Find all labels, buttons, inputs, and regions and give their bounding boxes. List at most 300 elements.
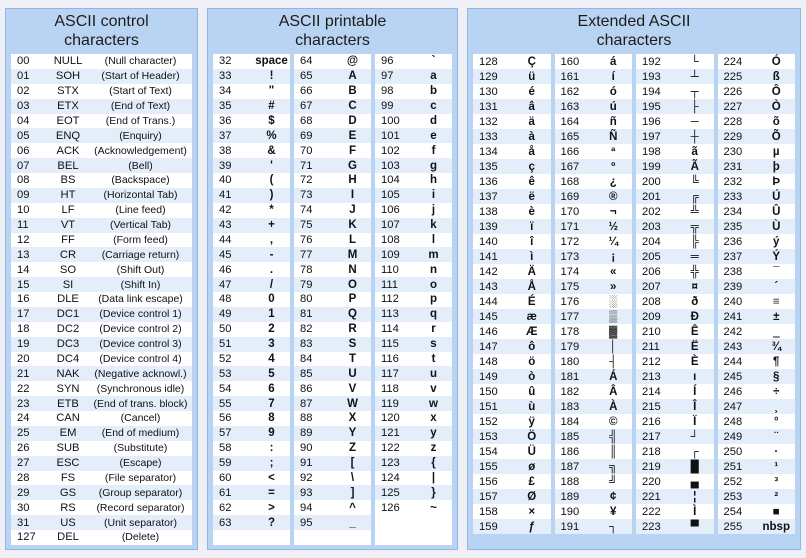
table-row bbox=[718, 489, 796, 504]
char-code: 142 bbox=[479, 265, 498, 278]
char-glyph: ‗ bbox=[773, 325, 780, 338]
char-glyph: k bbox=[430, 219, 437, 232]
printable-panel-title: ASCII printable characters bbox=[278, 13, 387, 49]
char-code: 94 bbox=[300, 501, 313, 514]
char-glyph: ] bbox=[350, 486, 355, 499]
table-row bbox=[294, 158, 371, 173]
char-code: 252 bbox=[723, 475, 743, 488]
char-code: 228 bbox=[723, 115, 743, 128]
char-code: 248 bbox=[723, 415, 743, 428]
char-code: 10 bbox=[17, 204, 30, 217]
char-code: 115 bbox=[381, 338, 399, 351]
table-row bbox=[718, 474, 796, 489]
table-row bbox=[11, 426, 192, 441]
char-glyph: ç bbox=[528, 160, 535, 173]
table-row bbox=[11, 84, 192, 99]
table-row bbox=[11, 143, 192, 158]
table-row bbox=[718, 369, 796, 384]
table-row bbox=[213, 337, 290, 352]
table-row bbox=[636, 279, 714, 294]
table-row bbox=[718, 159, 796, 174]
table-row bbox=[11, 441, 192, 456]
table-row bbox=[213, 262, 290, 277]
table-row bbox=[473, 99, 551, 114]
table-row bbox=[213, 381, 290, 396]
table-row bbox=[718, 114, 796, 129]
char-code: 211 bbox=[642, 340, 660, 353]
table-row bbox=[375, 84, 452, 99]
char-glyph: Ä bbox=[527, 265, 536, 278]
control-characters-panel bbox=[5, 8, 198, 550]
char-code: 233 bbox=[723, 190, 743, 203]
char-glyph: ¨ bbox=[774, 430, 779, 443]
char-code: 183 bbox=[560, 400, 580, 413]
table-row bbox=[636, 459, 714, 474]
table-row bbox=[375, 54, 452, 69]
char-abbreviation: SO bbox=[59, 263, 77, 276]
char-abbreviation: CAN bbox=[56, 412, 80, 425]
char-code: 91 bbox=[300, 457, 313, 470]
char-glyph: 8 bbox=[268, 412, 275, 425]
char-glyph: È bbox=[690, 355, 699, 368]
char-code: 52 bbox=[219, 352, 232, 365]
table-row bbox=[636, 429, 714, 444]
char-glyph: Æ bbox=[526, 325, 538, 338]
char-glyph: ┐ bbox=[609, 520, 618, 533]
char-glyph: Ø bbox=[527, 490, 537, 503]
char-code: 175 bbox=[560, 280, 580, 293]
char-abbreviation: RS bbox=[60, 501, 76, 514]
char-code: 64 bbox=[300, 55, 313, 68]
table-row bbox=[473, 144, 551, 159]
char-code: 42 bbox=[219, 204, 232, 217]
char-abbreviation: LF bbox=[61, 204, 75, 217]
char-code: 153 bbox=[479, 430, 498, 443]
char-code: 209 bbox=[642, 310, 661, 323]
char-glyph: Å bbox=[527, 280, 536, 293]
table-row bbox=[555, 114, 633, 129]
table-row bbox=[473, 54, 551, 69]
char-abbreviation: SYN bbox=[56, 382, 80, 395]
char-code: 171 bbox=[560, 220, 580, 233]
char-code: 81 bbox=[300, 308, 313, 321]
char-glyph: Î bbox=[693, 400, 697, 413]
char-glyph: ù bbox=[528, 400, 536, 413]
table-row bbox=[11, 500, 192, 515]
table-row bbox=[375, 441, 452, 456]
char-code: 74 bbox=[300, 204, 313, 217]
table-row bbox=[473, 309, 551, 324]
char-abbreviation: DC1 bbox=[56, 308, 80, 321]
table-row bbox=[11, 381, 192, 396]
char-code: 33 bbox=[219, 70, 232, 83]
char-code: 30 bbox=[17, 501, 30, 514]
char-glyph: > bbox=[268, 501, 275, 514]
char-glyph: ® bbox=[609, 190, 618, 203]
table-row bbox=[213, 128, 290, 143]
table-row bbox=[375, 292, 452, 307]
char-description: (Device control 4) bbox=[99, 352, 182, 365]
table-row bbox=[555, 459, 633, 474]
char-code: 51 bbox=[219, 338, 232, 351]
char-code: 138 bbox=[479, 205, 498, 218]
table-row bbox=[213, 99, 290, 114]
char-description: (Vertical Tab) bbox=[109, 219, 172, 232]
table-row bbox=[555, 309, 633, 324]
table-row bbox=[213, 277, 290, 292]
table-row bbox=[555, 474, 633, 489]
table-row bbox=[718, 339, 796, 354]
char-code: 61 bbox=[219, 486, 232, 499]
char-glyph: e bbox=[430, 129, 437, 142]
char-glyph: ▄ bbox=[690, 475, 699, 488]
table-row bbox=[473, 174, 551, 189]
char-code: 129 bbox=[479, 70, 498, 83]
char-code: 49 bbox=[219, 308, 232, 321]
char-code: 46 bbox=[219, 263, 232, 276]
table-row bbox=[473, 264, 551, 279]
char-glyph: ³ bbox=[774, 475, 779, 488]
table-row bbox=[294, 396, 371, 411]
char-code: 200 bbox=[642, 175, 661, 188]
char-glyph: ¿ bbox=[609, 175, 617, 188]
char-glyph: i bbox=[431, 189, 436, 202]
char-glyph: í bbox=[611, 70, 615, 83]
char-glyph: ╠ bbox=[690, 235, 699, 248]
table-row bbox=[636, 414, 714, 429]
char-abbreviation: US bbox=[60, 516, 76, 529]
char-glyph: è bbox=[528, 205, 535, 218]
char-code: 26 bbox=[17, 442, 30, 455]
char-glyph: 4 bbox=[268, 352, 275, 365]
char-glyph: j bbox=[431, 204, 436, 217]
table-row bbox=[294, 233, 371, 248]
char-abbreviation: DC2 bbox=[56, 323, 80, 336]
char-code: 225 bbox=[723, 70, 743, 83]
char-code: 158 bbox=[479, 505, 498, 518]
char-code: 82 bbox=[300, 323, 313, 336]
char-code: 181 bbox=[560, 370, 580, 383]
char-glyph: ê bbox=[528, 175, 535, 188]
char-glyph: ╚ bbox=[690, 175, 699, 188]
char-description: (End of trans. block) bbox=[93, 397, 188, 410]
char-glyph: ¢ bbox=[610, 490, 617, 503]
char-code: 107 bbox=[381, 219, 400, 232]
table-row bbox=[213, 188, 290, 203]
char-code: 127 bbox=[17, 531, 36, 544]
char-glyph: C bbox=[348, 100, 357, 113]
char-code: 16 bbox=[17, 293, 30, 306]
char-glyph: " bbox=[268, 85, 275, 98]
char-glyph: Ô bbox=[771, 85, 781, 98]
table-row bbox=[636, 504, 714, 519]
char-code: 59 bbox=[219, 457, 232, 470]
char-code: 34 bbox=[219, 85, 232, 98]
table-row bbox=[473, 414, 551, 429]
table-row bbox=[555, 69, 633, 84]
char-glyph: ß bbox=[772, 70, 780, 83]
table-row bbox=[375, 471, 452, 486]
char-code: 57 bbox=[219, 427, 232, 440]
char-glyph: D bbox=[348, 114, 357, 127]
char-code: 68 bbox=[300, 114, 313, 127]
table-row bbox=[718, 264, 796, 279]
char-description: (Start of Text) bbox=[109, 85, 172, 98]
char-code: 184 bbox=[560, 415, 580, 428]
char-glyph: ~ bbox=[430, 501, 437, 514]
char-code: 191 bbox=[560, 520, 580, 533]
char-abbreviation: ESC bbox=[56, 457, 80, 470]
table-row bbox=[294, 84, 371, 99]
table-row bbox=[11, 99, 192, 114]
char-code: 23 bbox=[17, 397, 30, 410]
table-row bbox=[555, 294, 633, 309]
char-code: 222 bbox=[642, 505, 661, 518]
char-code: 76 bbox=[300, 233, 313, 246]
table-row bbox=[213, 485, 290, 500]
char-code: 14 bbox=[17, 263, 30, 276]
char-abbreviation: SI bbox=[62, 278, 74, 291]
char-code: 163 bbox=[560, 100, 580, 113]
table-row bbox=[213, 322, 290, 337]
char-code: 09 bbox=[17, 189, 30, 202]
char-glyph: ¥ bbox=[610, 505, 617, 518]
char-code: 95 bbox=[300, 516, 313, 529]
char-glyph: u bbox=[429, 367, 438, 380]
char-glyph: Ã bbox=[690, 160, 699, 173]
table-row bbox=[718, 444, 796, 459]
char-code: 189 bbox=[560, 490, 580, 503]
empty-row bbox=[294, 530, 371, 545]
char-code: 168 bbox=[560, 175, 580, 188]
table-row bbox=[718, 294, 796, 309]
table-row bbox=[375, 500, 452, 515]
char-code: 117 bbox=[381, 367, 399, 380]
char-glyph: X bbox=[348, 412, 357, 425]
table-row bbox=[473, 459, 551, 474]
table-row bbox=[213, 500, 290, 515]
char-code: 36 bbox=[219, 114, 232, 127]
table-row bbox=[375, 247, 452, 262]
table-row bbox=[473, 444, 551, 459]
table-row bbox=[473, 429, 551, 444]
char-code: 37 bbox=[219, 129, 232, 142]
char-glyph: J bbox=[349, 204, 356, 217]
char-code: 90 bbox=[300, 442, 313, 455]
char-glyph: É bbox=[527, 295, 536, 308]
table-row bbox=[11, 247, 192, 262]
char-code: 70 bbox=[300, 144, 313, 157]
char-code: 167 bbox=[560, 160, 580, 173]
char-code: 79 bbox=[300, 278, 313, 291]
table-row bbox=[555, 339, 633, 354]
table-row bbox=[375, 322, 452, 337]
char-description: (End of medium) bbox=[101, 427, 180, 440]
char-code: 169 bbox=[560, 190, 580, 203]
char-glyph: t bbox=[431, 352, 436, 365]
char-glyph: ■ bbox=[772, 505, 780, 518]
char-code: 131 bbox=[479, 100, 498, 113]
char-glyph: ≡ bbox=[772, 295, 780, 308]
table-row bbox=[718, 519, 796, 534]
char-glyph: F bbox=[348, 144, 357, 157]
table-row bbox=[718, 99, 796, 114]
table-row bbox=[11, 366, 192, 381]
table-row bbox=[636, 519, 714, 534]
char-code: 239 bbox=[723, 280, 743, 293]
char-code: 125 bbox=[381, 486, 400, 499]
char-code: 140 bbox=[479, 235, 498, 248]
char-glyph: Ì bbox=[693, 505, 697, 518]
char-glyph: @ bbox=[346, 55, 359, 68]
table-column bbox=[375, 54, 452, 545]
table-row bbox=[473, 474, 551, 489]
char-glyph: ═ bbox=[690, 250, 699, 263]
char-description: (Negative acknowl.) bbox=[94, 367, 187, 380]
char-glyph: g bbox=[429, 159, 438, 172]
char-glyph: _ bbox=[349, 516, 356, 529]
char-glyph: Í bbox=[693, 385, 697, 398]
char-code: 122 bbox=[381, 442, 400, 455]
char-code: 178 bbox=[560, 325, 580, 338]
char-code: 161 bbox=[560, 70, 580, 83]
char-code: 38 bbox=[219, 144, 232, 157]
char-description: (Delete) bbox=[121, 531, 160, 544]
char-code: 139 bbox=[479, 220, 498, 233]
table-row bbox=[555, 159, 633, 174]
char-description: (Form feed) bbox=[113, 233, 168, 246]
table-row bbox=[473, 369, 551, 384]
table-row bbox=[718, 504, 796, 519]
char-glyph: M bbox=[347, 248, 358, 261]
table-row bbox=[473, 129, 551, 144]
char-code: 137 bbox=[479, 190, 498, 203]
table-row bbox=[718, 54, 796, 69]
char-code: 15 bbox=[17, 278, 30, 291]
char-glyph: ð bbox=[691, 295, 699, 308]
char-glyph: ! bbox=[269, 70, 274, 83]
char-code: 143 bbox=[479, 280, 498, 293]
char-code: 120 bbox=[381, 412, 400, 425]
char-code: 05 bbox=[17, 129, 30, 142]
char-code: 07 bbox=[17, 159, 30, 172]
control-panel-title: ASCII control characters bbox=[54, 13, 149, 49]
char-code: 40 bbox=[219, 174, 232, 187]
table-row bbox=[555, 429, 633, 444]
char-code: 109 bbox=[381, 248, 400, 261]
table-row bbox=[294, 54, 371, 69]
char-glyph: = bbox=[268, 486, 275, 499]
char-code: 141 bbox=[479, 250, 498, 263]
table-row bbox=[375, 143, 452, 158]
table-row bbox=[555, 54, 633, 69]
extended-table bbox=[473, 54, 795, 545]
char-code: 193 bbox=[642, 70, 661, 83]
char-code: 77 bbox=[300, 248, 313, 261]
char-code: 41 bbox=[219, 189, 232, 202]
char-glyph: \ bbox=[350, 471, 355, 484]
char-glyph: y bbox=[430, 427, 437, 440]
char-code: 13 bbox=[17, 248, 30, 261]
char-glyph: õ bbox=[772, 115, 780, 128]
table-row bbox=[636, 219, 714, 234]
char-glyph: ¾ bbox=[771, 340, 782, 353]
table-row bbox=[213, 114, 290, 129]
char-code: 238 bbox=[723, 265, 743, 278]
table-row bbox=[636, 264, 714, 279]
char-glyph: Û bbox=[772, 205, 781, 218]
char-code: 147 bbox=[479, 340, 498, 353]
table-row bbox=[636, 159, 714, 174]
char-code: 18 bbox=[17, 323, 30, 336]
table-row bbox=[473, 354, 551, 369]
char-glyph: ó bbox=[609, 85, 617, 98]
char-code: 44 bbox=[219, 233, 232, 246]
char-code: 114 bbox=[381, 323, 399, 336]
printable-characters-panel bbox=[207, 8, 458, 550]
table-row bbox=[213, 396, 290, 411]
table-row bbox=[213, 173, 290, 188]
table-row bbox=[213, 69, 290, 84]
char-code: 224 bbox=[723, 55, 743, 68]
char-glyph: h bbox=[429, 174, 438, 187]
char-glyph: ┼ bbox=[690, 130, 699, 143]
char-code: 186 bbox=[560, 445, 580, 458]
table-row bbox=[11, 307, 192, 322]
char-glyph: ¹ bbox=[774, 460, 779, 473]
char-glyph: q bbox=[429, 308, 438, 321]
char-glyph: z bbox=[430, 442, 437, 455]
table-row bbox=[555, 219, 633, 234]
table-row bbox=[11, 352, 192, 367]
table-row bbox=[294, 366, 371, 381]
char-glyph: % bbox=[266, 129, 277, 142]
table-row bbox=[375, 128, 452, 143]
table-row bbox=[636, 324, 714, 339]
table-row bbox=[294, 456, 371, 471]
char-code: 241 bbox=[723, 310, 743, 323]
char-code: 240 bbox=[723, 295, 743, 308]
table-row bbox=[213, 143, 290, 158]
char-glyph: S bbox=[348, 338, 357, 351]
char-code: 229 bbox=[723, 130, 743, 143]
table-row bbox=[636, 309, 714, 324]
table-row bbox=[473, 234, 551, 249]
char-code: 102 bbox=[381, 144, 400, 157]
char-glyph: ▓ bbox=[609, 325, 618, 338]
char-code: 235 bbox=[723, 220, 743, 233]
char-glyph: Ï bbox=[693, 415, 697, 428]
char-code: 93 bbox=[300, 486, 313, 499]
char-code: 111 bbox=[381, 278, 399, 291]
char-glyph: ã bbox=[691, 145, 698, 158]
char-description: (Escape) bbox=[119, 457, 162, 470]
table-row bbox=[213, 456, 290, 471]
table-row bbox=[375, 69, 452, 84]
table-row bbox=[718, 204, 796, 219]
char-glyph: │ bbox=[609, 340, 617, 353]
table-row bbox=[213, 471, 290, 486]
char-glyph: █ bbox=[690, 460, 699, 473]
char-code: 12 bbox=[17, 233, 30, 246]
char-code: 149 bbox=[479, 370, 498, 383]
table-row bbox=[555, 489, 633, 504]
char-code: 172 bbox=[560, 235, 580, 248]
char-glyph: å bbox=[528, 145, 535, 158]
table-row bbox=[636, 189, 714, 204]
char-abbreviation: ETB bbox=[57, 397, 79, 410]
char-glyph: 5 bbox=[268, 367, 275, 380]
